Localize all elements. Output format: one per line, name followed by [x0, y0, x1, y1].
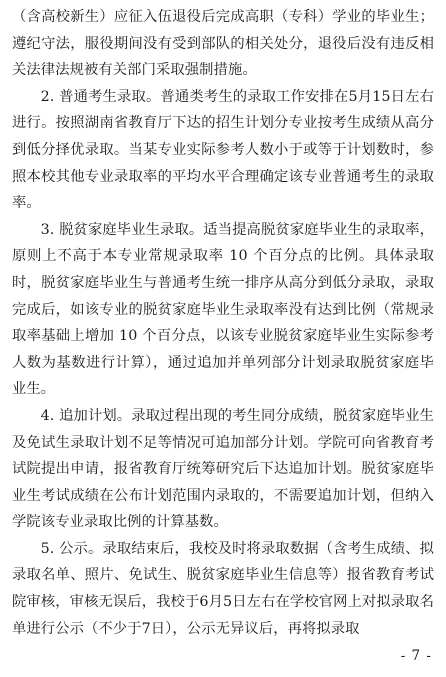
paragraph-public-notice: 5. 公示。录取结束后，我校及时将录取数据（含考生成绩、拟录取名单、照片、免试生、脱贫家庭毕业生信息等）报省教育考试院审核，审核无误后，我校于6月5日左右在学校官网上对拟录取名单进行公示（不少于7日），公示无异议后，再将拟录取: [12, 540, 434, 637]
paragraph-additional-plan: 4. 追加计划。录取过程出现的考生同分成绩，脱贫家庭毕业生及免试生录取计划不足等情况可追加部分计划。学院可向省教育考试院提出申请，报省教育厅统筹研究后下达追加计划。脱贫家庭毕业生考试成绩在公布计划范围内录取的，不需要追加计划，但纳入学院该专业录取比例的计算基数。: [12, 407, 434, 531]
paragraph-poverty-family-admission: 3. 脱贫家庭毕业生录取。适当提高脱贫家庭毕业生的录取率，原则上不高于本专业常规录取率 10 个百分点的比例。具体录取时，脱贫家庭毕业生与普通考生统一排序从高分到低分录取，录取完成后，如该专业的脱贫家庭毕业生录取率没有达到比例（常规录取率基础上增加 10 个百分点，以该专业脱贫家庭毕业生实际参考人数为基数进行计算），通过追加并单列部分计划录取脱贫家庭毕业生。: [12, 221, 434, 398]
paragraph-eligibility-continued: （含高校新生）应征入伍退役后完成高职（专科）学业的毕业生；遵纪守法，服役期间没有受到部队的相关处分，退役后没有违反相关法律法规被有关部门采取强制措施。: [12, 9, 434, 79]
paragraph-general-admission: 2. 普通考生录取。普通类考生的录取工作安排在5月15日左右进行。按照湖南省教育厅下达的招生计划分专业按考生成绩从高分到低分择优录取。当某专业实际参考人数小于或等于计划数时，参照本校其他专业录取率的平均水平合理确定该专业普通考生的录取率。: [12, 88, 434, 212]
page-number: - 7 -: [400, 648, 432, 664]
